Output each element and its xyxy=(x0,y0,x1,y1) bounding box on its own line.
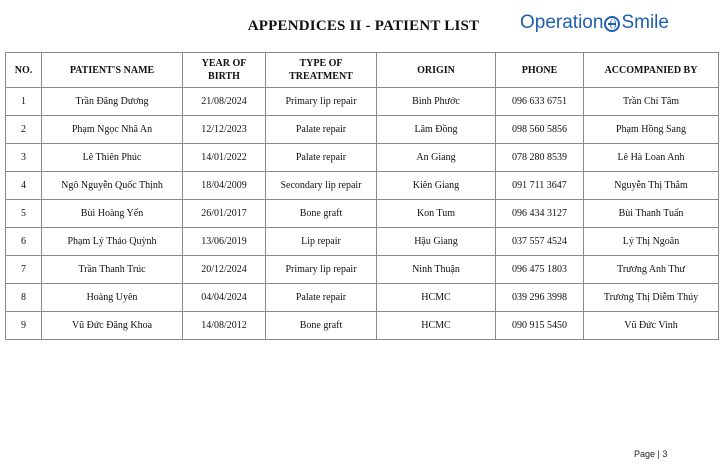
header-origin: ORIGIN xyxy=(377,53,496,88)
cell-origin: HCMC xyxy=(377,284,496,312)
table-row xyxy=(6,200,719,228)
table-row xyxy=(6,116,719,144)
cell-patient-name: Ngô Nguyễn Quốc Thịnh xyxy=(42,172,183,200)
logo-text-left: Operation xyxy=(520,12,604,33)
cell-accompanied-by: Vũ Đức Vinh xyxy=(584,312,719,340)
cell-treatment: Bone graft xyxy=(266,200,377,228)
cell-accompanied-by: Trần Chí Tâm xyxy=(584,88,719,116)
cell-patient-name: Trần Đăng Dương xyxy=(42,88,183,116)
table-row xyxy=(6,312,719,340)
cell-year-of-birth: 12/12/2023 xyxy=(183,116,266,144)
page-title: APPENDICES II - PATIENT LIST xyxy=(247,18,480,34)
cell-treatment: Lip repair xyxy=(266,228,377,256)
cell-no: 3 xyxy=(6,144,42,172)
cell-patient-name: Trần Thanh Trúc xyxy=(42,256,183,284)
cell-no: 2 xyxy=(6,116,42,144)
cell-patient-name: Phạm Lý Thảo Quỳnh xyxy=(42,228,183,256)
cell-treatment: Bone graft xyxy=(266,312,377,340)
cell-no: 8 xyxy=(6,284,42,312)
cell-phone: 078 280 8539 xyxy=(496,144,584,172)
cell-year-of-birth: 20/12/2024 xyxy=(183,256,266,284)
cell-accompanied-by: Lý Thị Ngoãn xyxy=(584,228,719,256)
cell-treatment: Palate repair xyxy=(266,284,377,312)
cell-origin: HCMC xyxy=(377,312,496,340)
table-row xyxy=(6,144,719,172)
operation-smile-logo xyxy=(520,12,669,34)
cell-phone: 039 296 3998 xyxy=(496,284,584,312)
cell-treatment: Primary lip repair xyxy=(266,256,377,284)
header-year-of-birth: YEAR OF BIRTH xyxy=(183,53,266,88)
table-row xyxy=(6,228,719,256)
cell-year-of-birth: 21/08/2024 xyxy=(183,88,266,116)
cell-accompanied-by: Trương Anh Thư xyxy=(584,256,719,284)
cell-accompanied-by: Bùi Thanh Tuấn xyxy=(584,200,719,228)
table-header-row xyxy=(6,53,719,88)
cell-phone: 096 434 3127 xyxy=(496,200,584,228)
cell-year-of-birth: 13/06/2019 xyxy=(183,228,266,256)
cell-phone: 090 915 5450 xyxy=(496,312,584,340)
header-no: NO. xyxy=(6,53,42,88)
cell-no: 1 xyxy=(6,88,42,116)
cell-treatment: Secondary lip repair xyxy=(266,172,377,200)
cell-phone: 096 633 6751 xyxy=(496,88,584,116)
table-row xyxy=(6,284,719,312)
cell-origin: Bình Phước xyxy=(377,88,496,116)
cell-treatment: Palate repair xyxy=(266,116,377,144)
cell-no: 7 xyxy=(6,256,42,284)
cell-accompanied-by: Phạm Hồng Sang xyxy=(584,116,719,144)
table-row xyxy=(6,88,719,116)
cell-year-of-birth: 04/04/2024 xyxy=(183,284,266,312)
header-phone: PHONE xyxy=(496,53,584,88)
table-row xyxy=(6,256,719,284)
page-number: Page | 3 xyxy=(634,449,668,459)
cell-patient-name: Lê Thiên Phúc xyxy=(42,144,183,172)
cell-no: 5 xyxy=(6,200,42,228)
cell-phone: 037 557 4524 xyxy=(496,228,584,256)
logo-text-right: Smile xyxy=(621,12,669,33)
cell-phone: 096 475 1803 xyxy=(496,256,584,284)
cell-origin: Hậu Giang xyxy=(377,228,496,256)
table-row xyxy=(6,172,719,200)
cell-origin: Lâm Đồng xyxy=(377,116,496,144)
cell-no: 6 xyxy=(6,228,42,256)
cell-origin: Kiên Giang xyxy=(377,172,496,200)
cell-year-of-birth: 18/04/2009 xyxy=(183,172,266,200)
cell-patient-name: Hoàng Uyên xyxy=(42,284,183,312)
cell-year-of-birth: 14/08/2012 xyxy=(183,312,266,340)
cell-accompanied-by: Lê Hà Loan Anh xyxy=(584,144,719,172)
globe-icon xyxy=(604,16,620,32)
cell-patient-name: Phạm Ngọc Nhã An xyxy=(42,116,183,144)
cell-accompanied-by: Nguyễn Thị Thắm xyxy=(584,172,719,200)
cell-patient-name: Bùi Hoàng Yến xyxy=(42,200,183,228)
cell-origin: Ninh Thuận xyxy=(377,256,496,284)
cell-no: 9 xyxy=(6,312,42,340)
header-patient-name: PATIENT'S NAME xyxy=(42,53,183,88)
cell-phone: 091 711 3647 xyxy=(496,172,584,200)
cell-patient-name: Vũ Đức Đăng Khoa xyxy=(42,312,183,340)
cell-origin: An Giang xyxy=(377,144,496,172)
cell-no: 4 xyxy=(6,172,42,200)
header-accompanied-by: ACCOMPANIED BY xyxy=(584,53,719,88)
patient-list-table xyxy=(5,52,719,340)
cell-accompanied-by: Trương Thị Diễm Thúy xyxy=(584,284,719,312)
cell-treatment: Palate repair xyxy=(266,144,377,172)
cell-year-of-birth: 14/01/2022 xyxy=(183,144,266,172)
cell-phone: 098 560 5856 xyxy=(496,116,584,144)
header-type-of-treatment: TYPE OF TREATMENT xyxy=(266,53,377,88)
cell-year-of-birth: 26/01/2017 xyxy=(183,200,266,228)
cell-treatment: Primary lip repair xyxy=(266,88,377,116)
cell-origin: Kon Tum xyxy=(377,200,496,228)
